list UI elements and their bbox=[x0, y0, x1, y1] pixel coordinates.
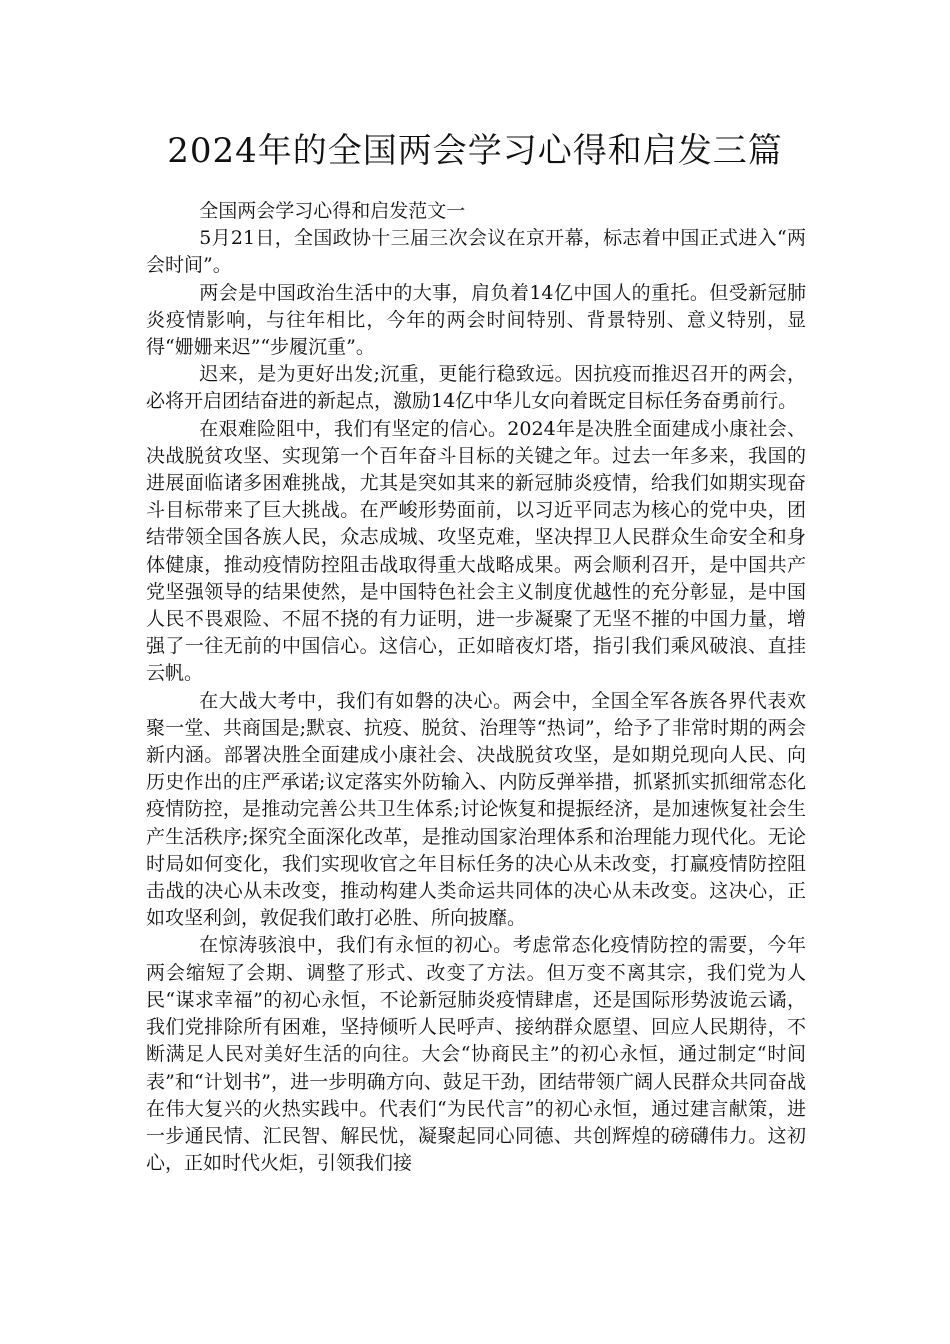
paragraph: 两会是中国政治生活中的大事，肩负着14亿中国人的重托。但受新冠肺炎疫情影响，与往年相比，今年的两会时间特别、背景特别、意义特别，显得“姗姗来迟”“步履沉重”。 bbox=[146, 281, 806, 359]
paragraph: 迟来，是为更好出发;沉重，更能行稳致远。因抗疫而推迟召开的两会，必将开启团结奋进的新起点，激励14亿中华儿女向着既定目标任务奋勇前行。 bbox=[146, 363, 806, 413]
section-heading: 全国两会学习心得和启发范文一 bbox=[199, 200, 466, 222]
document-body bbox=[146, 198, 806, 1177]
paragraph: 在惊涛骇浪中，我们有永恒的初心。考虑常态化疫情防控的需要，今年两会缩短了会期、调整了形式、改变了方法。但万变不离其宗，我们党为人民“谋求幸福”的初心永恒，不论新冠肺炎疫情肆虐，还是国际形势波诡云谲，我们党排除所有困难，坚持倾听人民呼声、接纳群众愿望、回应人民期待，不断满足人民对美好生活的向往。大会“协商民主”的初心永恒，通过制定“时间表”和“计划书”，进一步明确方向、鼓足干劲，团结带领广阔人民群众共同奋战在伟大复兴的火热实践中。代表们“为民代言”的初心永恒，通过建言献策，进一步通民情、汇民智、解民忧，凝聚起同心同德、共创辉煌的磅礴伟力。这初心，正如时代火炬，引领我们接 bbox=[146, 934, 806, 1175]
paragraph: 在大战大考中，我们有如磐的决心。两会中，全国全军各族各界代表欢聚一堂、共商国是;默哀、抗疫、脱贫、治理等“热词”，给予了非常时期的两会新内涵。部署决胜全面建成小康社会、决战脱贫攻坚，是如期兑现向人民、向历史作出的庄严承诺;议定落实外防输入、内防反弹举措，抓紧抓实抓细常态化疫情防控，是推动完善公共卫生体系;讨论恢复和提振经济，是加速恢复社会生产生活秩序;探究全面深化改革，是推动国家治理体系和治理能力现代化。无论时局如何变化，我们实现收官之年目标任务的决心从未改变，打赢疫情防控阻击战的决心从未改变，推动构建人类命运共同体的决心从未改变。这决心，正如攻坚利剑，敦促我们敢打必胜、所向披靡。 bbox=[146, 689, 806, 930]
document-title: 2024年的全国两会学习心得和启发三篇 bbox=[167, 131, 783, 171]
paragraph: 在艰难险阻中，我们有坚定的信心。2024年是决胜全面建成小康社会、决战脱贫攻坚、实现第一个百年奋斗目标的关键之年。过去一年多来，我国的进展面临诸多困难挑战，尤其是突如其来的新冠肺炎疫情，给我们如期实现奋斗目标带来了巨大挑战。在严峻形势面前，以习近平同志为核心的党中央，团结带领全国各族人民，众志成城、攻坚克难，坚决捍卫人民群众生命安全和身体健康，推动疫情防控阻击战取得重大战略成果。两会顺利召开，是中国共产党坚强领导的结果使然，是中国特色社会主义制度优越性的充分彰显，是中国人民不畏艰险、不屈不挠的有力证明，进一步凝聚了无坚不摧的中国力量，增强了一往无前的中国信心。这信心，正如暗夜灯塔，指引我们乘风破浪、直挂云帆。 bbox=[146, 417, 806, 685]
paragraph: 5月21日，全国政协十三届三次会议在京开幕，标志着中国正式进入“两会时间”。 bbox=[146, 227, 806, 277]
